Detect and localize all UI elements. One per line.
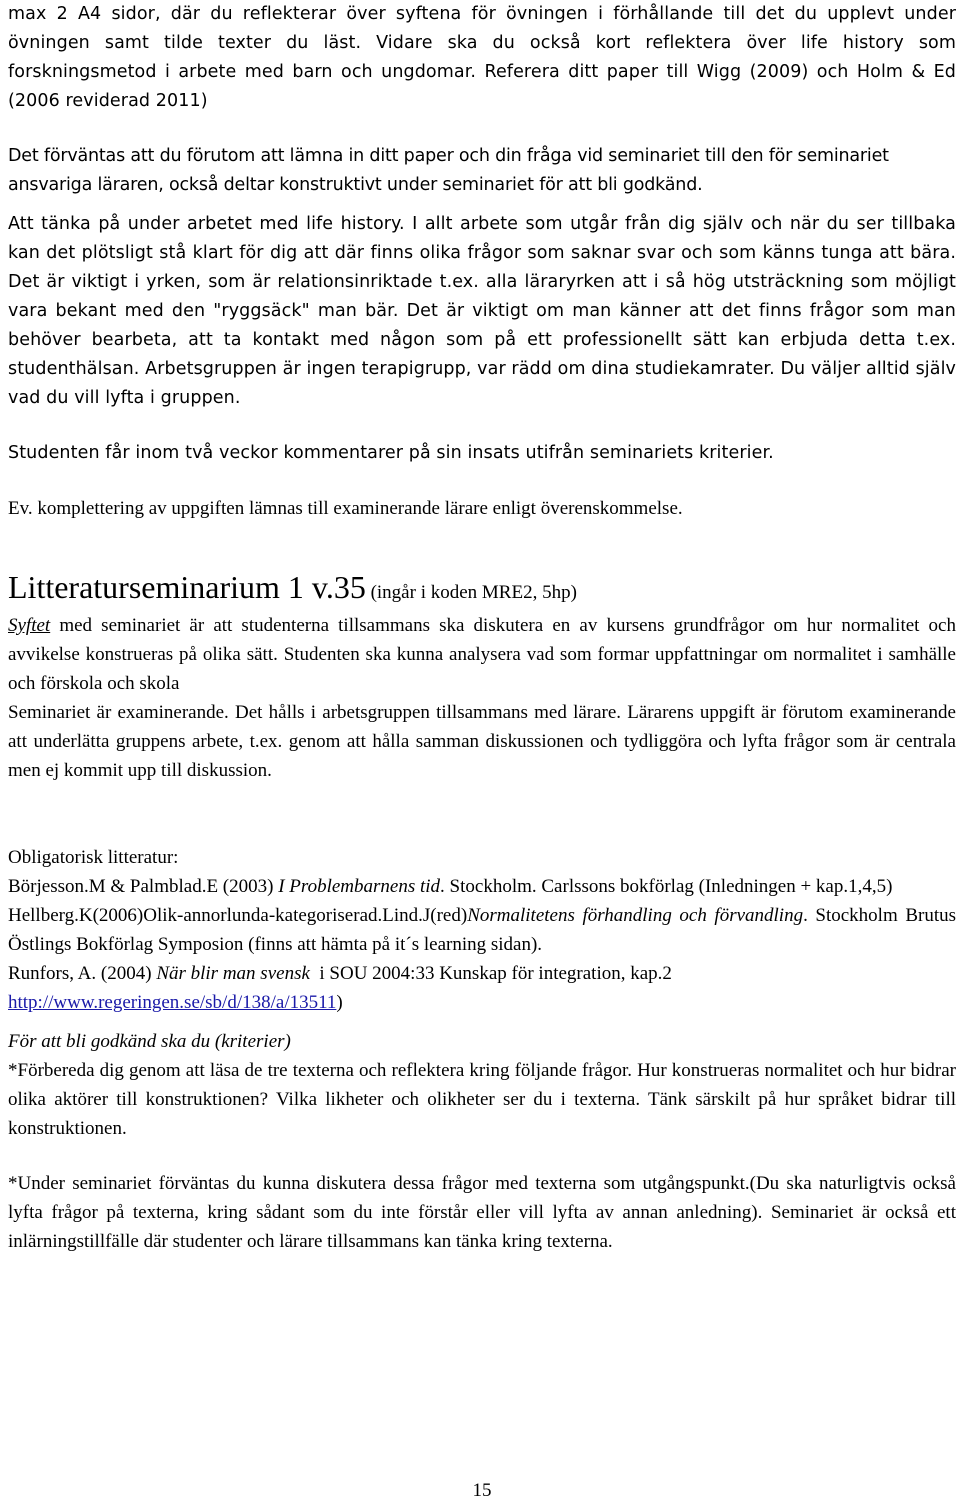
purpose-text: med seminariet är att studenterna tillsammans ska diskutera en av kursens grundfrågor om hur normalitet och avvikelse konstrueras på olika sätt. Studenten ska kunna analysera vad som formar uppfattningar om normalitet i samhälle och förskola och skola [8, 615, 956, 694]
literature-reference-1 [8, 872, 956, 901]
intro-paragraph [8, 0, 956, 116]
document-page [8, 0, 956, 1502]
seminar-purpose-paragraph [8, 611, 956, 698]
criteria-heading: För att bli godkänd ska du (kriterier) [8, 1031, 291, 1052]
intro-reference-text: Referera ditt paper till Wigg (2009) och Holm & Ed (2006 reviderad 2011) [8, 62, 956, 111]
feedback-paragraph: Studenten får inom två veckor kommentarer på sin insats utifrån seminariets kriterier. [8, 443, 774, 463]
literature-reference-2 [8, 901, 956, 959]
ref1-details: . Stockholm. Carlssons bokförlag (Inledningen + kap.1,4,5) [440, 876, 893, 897]
ref1-title: I Problembarnens tid [278, 876, 441, 897]
purpose-label: Syftet [8, 615, 51, 636]
life-history-body: I allt arbete som utgår från dig själv och när du ser tillbaka kan det plötsligt stå klart för dig att där finns olika frågor som saknar svar och som känns tunga att bära. Det är viktigt i yrken, som är relationsinriktade t.ex. alla läraryrken att i så hög utsträckning som möjligt vara bekant med den "ryggsäck" man bär. Det är viktigt om man känner att det finns frågor som man behöver bearbeta, att ta kontakt med någon som på ett professionellt sätt kan erbjuda detta t.ex. studenthälsan. Arbetsgruppen är ingen terapigrupp, var rädd om dina studiekamrater. Du väljer alltid själv vad du vill lyfta i gruppen. [8, 214, 956, 408]
ref3-close-paren: ) [336, 992, 343, 1013]
ref3-title: När blir man svensk [156, 963, 310, 984]
criteria-item-2: *Under seminariet förväntas du kunna diskutera dessa frågor med texterna som utgångspunkt.(Du ska naturligtvis också lyfta frågor på texterna, kring sådant som du inte förstår eller vill lyfta av annan anledning). Seminariet är också ett inlärningstillfälle där studenter och lärare tillsammans kan tänka kring texterna. [8, 1173, 956, 1252]
seminar-heading [8, 569, 956, 611]
seminar-title: Litteraturseminarium 1 v.35 [8, 569, 366, 605]
ref3-details: i SOU 2004:33 Kunskap för integration, kap.2 [309, 963, 672, 984]
seminar-exam-paragraph: Seminariet är examinerande. Det hålls i arbetsgruppen tillsammans med lärare. Lärarens uppgift är förutom examinerande att underlätta gruppens arbete, t.ex. genom att hålla samman diskussionen och tydliggöra och lyfta frågor som är centrala men ej kommit upp till diskussion. [8, 702, 956, 781]
ref3-authors: Runfors, A. (2004) [8, 963, 157, 984]
ref2-title: Normalitetens förhandling och förvandling [467, 905, 804, 926]
intro-text: max 2 A4 sidor, där du reflekterar över syftena för övningen i förhållande till det du upplevt under övningen samt tilde texter du läst. Vidare ska du också kort reflektera över life history som forskningsmetod i arbete med barn och ungdomar. [8, 4, 956, 82]
literature-reference-3 [8, 959, 956, 1017]
literature-heading: Obligatorisk litteratur: [8, 847, 179, 868]
life-history-paragraph [8, 210, 956, 413]
expectation-paragraph: Det förväntas att du förutom att lämna in ditt paper och din fråga vid seminariet till den för seminariet ansvariga läraren, också deltar konstruktivt under seminariet för att bli godkänd. [8, 146, 889, 195]
ref2-details: . Stockholm Brutus Östlings Bokförlag Symposion (finns att hämta på it´s learning sidan). [8, 905, 956, 955]
completion-paragraph: Ev. komplettering av uppgiften lämnas till examinerande lärare enligt överenskommelse. [8, 498, 683, 519]
life-history-lead: Att tänka på under arbetet med life history. [8, 214, 405, 234]
ref3-link[interactable]: http://www.regeringen.se/sb/d/138/a/13511 [8, 992, 337, 1013]
page-number: 15 [472, 1480, 492, 1501]
ref1-authors: Börjesson.M & Palmblad.E (2003) [8, 876, 279, 897]
seminar-code: (ingår i koden MRE2, 5hp) [365, 582, 577, 603]
ref2-authors: Hellberg.K(2006)Olik-annorlunda-kategoriserad.Lind.J(red) [8, 905, 468, 926]
criteria-item-1: *Förbereda dig genom att läsa de tre texterna och reflektera kring följande frågor. Hur konstrueras normalitet och hur bidrar olika aktörer till konstruktionen? Vilka likheter och olikheter ser du i texterna. Tänk särskilt på hur språket bidrar till konstruktionen. [8, 1060, 956, 1139]
